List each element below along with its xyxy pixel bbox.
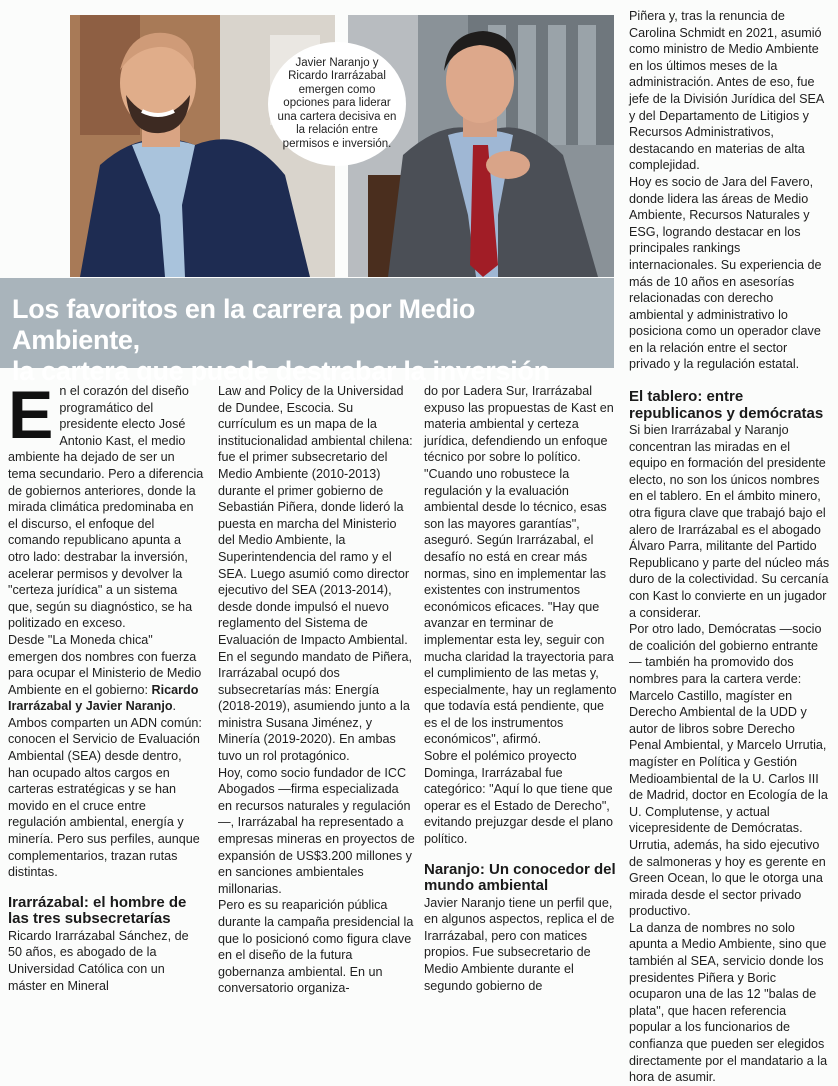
intro-text: n el corazón del diseño programático del presidente electo José Antonio Kast, el medio ambiente ha dejado de ser un tema secundario. Pero a diferencia de gobiernos anteriores, donde la mirada climática predominaba en el discurso, el enfoque del comando republicano apunta a otro lado: destrabar la inversión, acelerar permisos y devolver la "certeza jurídica" a un sistema que, según su diagnóstico, se ha politizado en exceso. bbox=[8, 384, 204, 631]
paragraph-text: Desde "La Moneda chica" emergen dos nombres con fuerza para ocupar el Ministerio de Medio Ambiente en el gobierno: bbox=[8, 632, 202, 697]
paragraph: En el segundo mandato de Piñera, Irarrázabal ocupó dos subsecretarías más: Energía (2018-2019), asumiendo junto a la ministra Susana Jiménez, y Minería (2019-2020). En ambas tuvo un rol protagónico. bbox=[218, 649, 412, 764]
subheading-tablero: El tablero: entre republicanos y demócratas bbox=[629, 388, 824, 422]
paragraph: Piñera y, tras la renuncia de Carolina Schmidt en 2021, asumió como ministro de Medio Ambiente en los últimos meses de la administración. Antes de eso, fue jefe de la División Jurídica del SEA y del Departamento de Litigios y Recursos Administrativos, destacando en materias de alta complejidad. bbox=[629, 9, 824, 173]
column-1 bbox=[8, 377, 204, 994]
caption-text: Javier Naranjo y Ricardo Irarrázabal emergen como opciones para liderar una cartera decisiva en la relación entre permisos e inversión. bbox=[277, 56, 397, 150]
headline bbox=[12, 294, 604, 387]
paragraph: Ricardo Irarrázabal Sánchez, de 50 años, es abogado de la Universidad Católica con un máster en Mineral bbox=[8, 928, 189, 993]
paragraph: Sobre el polémico proyecto Dominga, Irarrázabal fue categórico: "Aquí lo que tiene que operar es el Estado de Derecho", evitando prejuzgar desde el plano político. bbox=[424, 749, 614, 847]
paragraph: Law and Policy de la Universidad de Dundee, Escocia. Su currículum es un mapa de la institucionalidad ambiental chilena: fue el primer subsecretario del Medio Ambiente (2010-2013) durante el primer gobierno de Sebastián Piñera, donde lideró la puesta en marcha del Ministerio del Medio Ambiente, la Superintendencia del ramo y el SEA. Luego asumió como director ejecutivo del SEA (2013-2014), desde donde impulsó el nuevo reglamento del Sistema de Evaluación de Impacto Ambiental. bbox=[218, 384, 413, 647]
paragraph-text: . Ambos comparten un ADN común: conocen el Servicio de Evaluación Ambiental (SEA) desde dentro, han ocupado altos cargos en carteras estratégicas y se han movido en el cruce entre regulación ambiental, energía y minería. Pero sus perfiles, aunque complementarios, trazan rutas distintas. bbox=[8, 699, 202, 880]
bold-names: Ricardo Irarrázabal y Javier Naranjo bbox=[8, 682, 199, 714]
headline-line-2: la cartera que puede destrabar la inversión bbox=[12, 356, 550, 386]
subheading-naranjo: Naranjo: Un conocedor del mundo ambiental bbox=[424, 860, 616, 895]
paragraph: Javier Naranjo tiene un perfil que, en algunos aspectos, replica el de Irarrázabal, pero con matices propios. Fue subsecretario de Medio Ambiente durante el segundo gobierno de bbox=[424, 895, 615, 993]
column-3 bbox=[424, 383, 620, 994]
paragraph: Hoy, como socio fundador de ICC Abogados —firma especializada en recursos naturales y regulación—, Irarrázabal ha representado a empresas mineras en proyectos de expansión de US$3.200 millones y en sanciones ambientales millonarias. bbox=[218, 765, 415, 896]
dropcap: E bbox=[8, 377, 54, 453]
photo-caption bbox=[268, 42, 406, 166]
paragraph: Hoy es socio de Jara del Favero, donde lidera las áreas de Medio Ambiente, Recursos Naturales y ESG, logrando destacar en los principales rankings internacionales. Su experiencia de más de 10 años en asesorías relacionadas con derecho ambiental y administrativo lo posiciona como un operador clave en la relación entre el sector privado y la regulación estatal. bbox=[629, 174, 822, 372]
headline-line-1: Los favoritos en la carrera por Medio Ambiente, bbox=[12, 294, 476, 355]
column-2 bbox=[218, 383, 415, 997]
headline-banner bbox=[0, 278, 614, 386]
paragraph: "Cuando uno robustece la regulación y la evaluación ambiental desde lo técnico, esas son las mayores garantías", aseguró. Según Irarrázabal, el desafío no está en crear más normas, sino en implementar las existentes con instrumentos económicos eficaces. "Hay que avanzar en terminar de implementar esta ley, seguir con mucha claridad la trayectoria para el cumplimiento de las metas y, especialmente, hay un reglamento que todavía está pendiente, que es el de los instrumentos económicos", afirmó. bbox=[424, 466, 617, 747]
column-4 bbox=[629, 8, 830, 1086]
paragraph: Por otro lado, Demócratas —socio de coalición del gobierno entrante— también ha promovido dos nombres para la cartera verde: Marcelo Castillo, magíster en Derecho Ambiental de la UDD y autor de libros sobre Derecho Penal Ambiental, y Marcelo Urrutia, magíster en Política y Gestión Medioambiental de la U. Carlos III de Madrid, doctor en Ecología de la U. Complutense, y actual vicepresidente de Demócratas. Urrutia, además, ha sido ejecutivo de salmoneras y hoy es gerente en Green Ocean, lo que le otorga una mirada desde el sector privado productivo. bbox=[629, 622, 828, 919]
paragraph: Pero es su reaparición pública durante la campaña presidencial la que lo posicionó como figura clave en el diseño de la futura gobernanza ambiental. En un conversatorio organiza- bbox=[218, 898, 414, 996]
subheading-irarrazabal: Irarrázabal: el hombre de las tres subsecretarías bbox=[8, 893, 187, 928]
paragraph: do por Ladera Sur, Irarrázabal expuso las propuestas de Kast en materia ambiental y certeza jurídica, defendiendo un enfoque técnico por sobre lo político. bbox=[424, 384, 614, 465]
paragraph: La danza de nombres no solo apunta a Medio Ambiente, sino que también al SEA, servicio donde los presidentes Piñera y Boric ocuparon una de las 12 "balas de plata", que hacen referencia popular a los funcionarios de confianza que pueden ser elegidos directamente por el mandatario a la hora de asumir. bbox=[629, 920, 828, 1085]
paragraph bbox=[8, 632, 204, 881]
intro-paragraph bbox=[8, 377, 204, 632]
paragraph: Si bien Irarrázabal y Naranjo concentran las miradas en el equipo en formación del presidente electo, no son los únicos nombres en el tablero. En el ámbito minero, otra figura clave que trabajó bajo el alero de Irarrázabal es el abogado Álvaro Parra, militante del Partido Republicano y parte del núcleo más duro de la colectividad. Su cercanía con Kast lo convierte en un jugador a considerar. bbox=[629, 423, 830, 620]
